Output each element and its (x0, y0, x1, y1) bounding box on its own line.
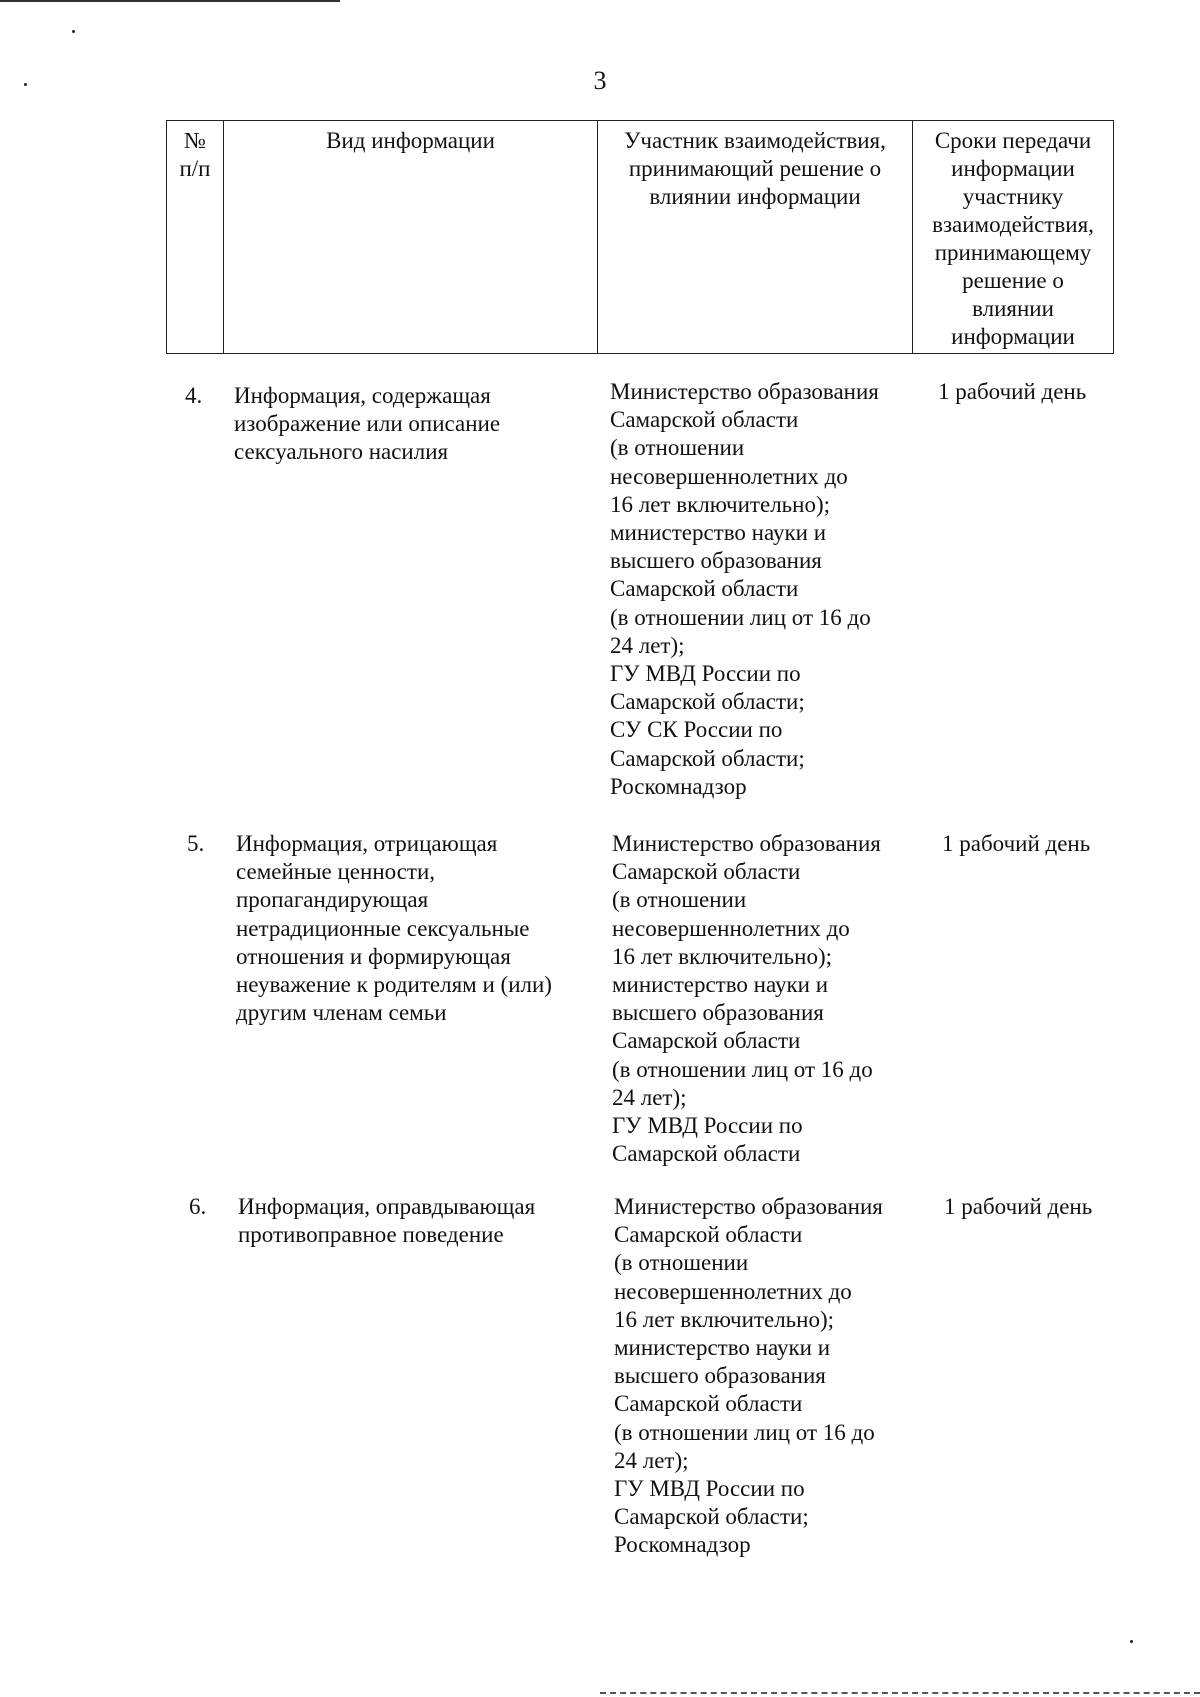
header-participant-column: Участник взаимодействия, принимающий решение о влиянии информации (598, 121, 913, 354)
deadline-cell: 1 рабочий день (944, 1194, 1093, 1219)
page-number: 3 (593, 66, 607, 95)
header-deadline-column: Сроки передачи информации участнику взаимодействия, принимающему решение о влиянии информации (913, 121, 1114, 354)
scan-edge-line-top (0, 0, 340, 2)
info-type-cell: Информация, отрицающая семейные ценности, пропагандирующая нетрадиционные сексуальные отношения и формирующая неуважение к родителям и (или) другим членам семьи (236, 831, 552, 1026)
row-number: 5. (187, 831, 205, 856)
row-number: 6. (189, 1194, 207, 1219)
deadline-cell: 1 рабочий день (938, 379, 1087, 404)
deadline-cell: 1 рабочий день (942, 831, 1091, 856)
info-type-cell: Информация, оправдывающая противоправное поведение (238, 1194, 536, 1248)
participant-cell: Министерство образования Самарской области (в отношении несовершеннолетних до 16 лет включительно); министерство науки и высшего образования Самарской области (в отношении лиц от 16 до 24 лет); ГУ МВД России по Самарской области (612, 831, 881, 1167)
row-number: 4. (185, 383, 203, 408)
scan-speck (1130, 1640, 1133, 1643)
header-number-column: № п/п (167, 121, 224, 354)
scan-speck (72, 30, 75, 33)
participant-cell: Министерство образования Самарской области (в отношении несовершеннолетних до 16 лет включительно); министерство науки и высшего образования Самарской области (в отношении лиц от 16 до 24 лет); ГУ МВД России по Самарской области; СУ СК России по Самарской области; Роскомнадзор (610, 379, 879, 799)
table-header (166, 120, 1114, 354)
header-info-type-column: Вид информации (224, 121, 598, 354)
scan-edge-line-bottom (600, 1692, 1200, 1694)
participant-cell: Министерство образования Самарской области (в отношении несовершеннолетних до 16 лет включительно); министерство науки и высшего образования Самарской области (в отношении лиц от 16 до 24 лет); ГУ МВД России по Самарской области; Роскомнадзор (614, 1194, 883, 1558)
info-type-cell: Информация, содержащая изображение или описание сексуального насилия (234, 383, 501, 465)
